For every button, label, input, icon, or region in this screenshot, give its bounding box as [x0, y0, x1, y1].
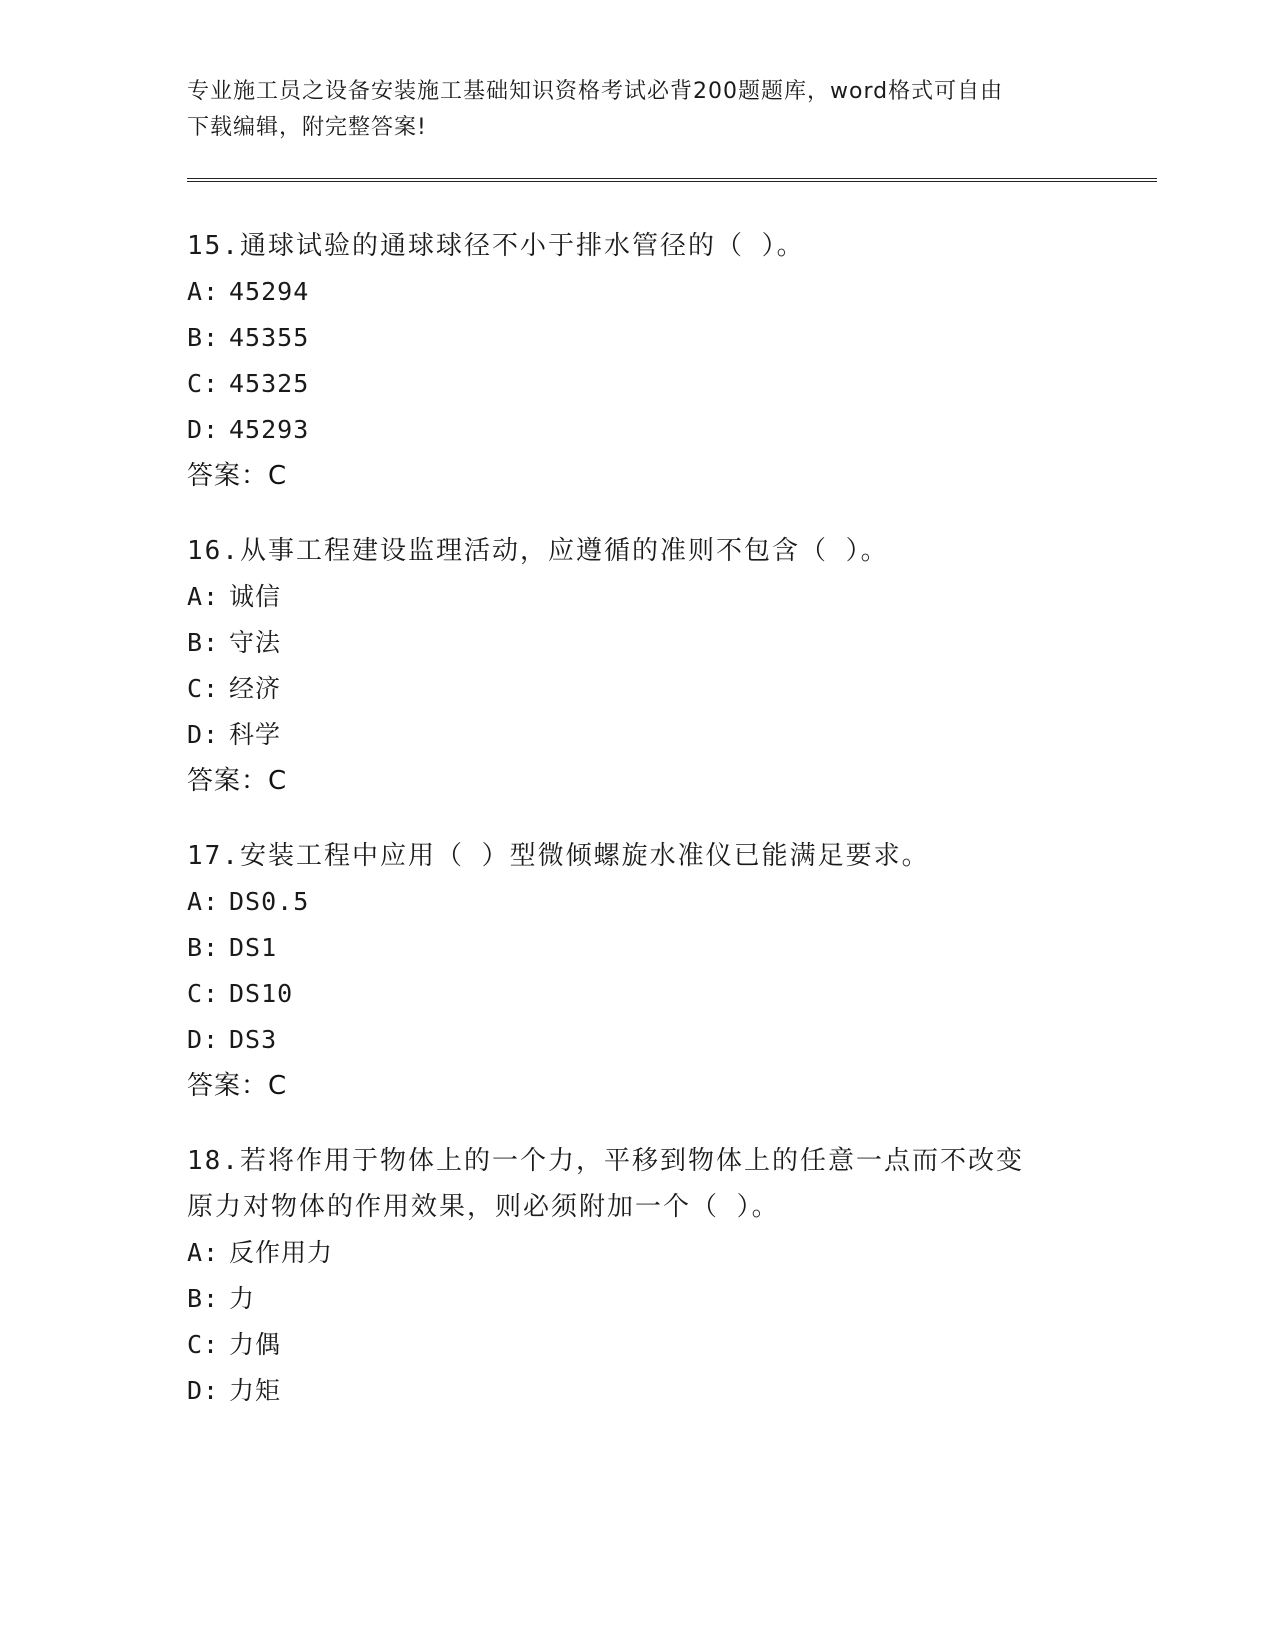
- option-b: [187, 925, 1087, 971]
- option-text: 45293: [229, 415, 310, 444]
- question-18: [187, 1138, 1047, 1414]
- option-text: 经济: [229, 674, 282, 703]
- option-c: [187, 971, 1087, 1017]
- option-text: 力偶: [229, 1330, 282, 1359]
- question-stem: 18.若将作用于物体上的一个力，平移到物体上的任意一点而不改变原力对物体的作用效果，则必须附加一个（ ）。: [187, 1146, 1024, 1222]
- option-key: D:: [187, 720, 220, 749]
- option-text: 45325: [229, 369, 310, 398]
- answer-line: 答案：C: [187, 1071, 288, 1101]
- question-15: [187, 223, 1087, 499]
- option-a: [187, 1230, 1047, 1276]
- option-key: C:: [187, 674, 220, 703]
- option-key: B:: [187, 628, 220, 657]
- option-text: DS3: [229, 1025, 278, 1054]
- option-c: [187, 1322, 1047, 1368]
- option-key: B:: [187, 323, 220, 352]
- option-key: B:: [187, 933, 220, 962]
- header-line-2: 下载编辑，附完整答案!: [187, 115, 427, 140]
- header-divider: [187, 178, 1157, 182]
- option-key: A:: [187, 1238, 220, 1267]
- option-key: C:: [187, 979, 220, 1008]
- option-key: A:: [187, 277, 220, 306]
- document-header: [187, 74, 1087, 146]
- option-text: DS10: [229, 979, 294, 1008]
- question-17: [187, 833, 1087, 1109]
- option-text: 45294: [229, 277, 310, 306]
- option-a: [187, 574, 1087, 620]
- option-a: [187, 269, 1087, 315]
- option-c: [187, 666, 1087, 712]
- option-text: 45355: [229, 323, 310, 352]
- option-d: [187, 1368, 1047, 1414]
- option-a: [187, 879, 1087, 925]
- question-16: [187, 528, 1087, 804]
- option-key: D:: [187, 1376, 220, 1405]
- question-stem: 17.安装工程中应用（ ）型微倾螺旋水准仪已能满足要求。: [187, 841, 930, 871]
- option-key: A:: [187, 582, 220, 611]
- question-stem: 15.通球试验的通球球径不小于排水管径的（ ）。: [187, 231, 805, 261]
- option-key: D:: [187, 415, 220, 444]
- answer-line: 答案：C: [187, 461, 288, 491]
- option-text: 反作用力: [229, 1238, 334, 1267]
- option-c: [187, 361, 1087, 407]
- option-b: [187, 1276, 1047, 1322]
- header-line-1: 专业施工员之设备安装施工基础知识资格考试必背200题题库，word格式可自由: [187, 79, 1004, 104]
- option-text: 守法: [229, 628, 282, 657]
- option-text: 诚信: [229, 582, 282, 611]
- option-text: 科学: [229, 720, 282, 749]
- option-text: DS1: [229, 933, 278, 962]
- question-stem: 16.从事工程建设监理活动，应遵循的准则不包含（ ）。: [187, 536, 889, 566]
- option-key: C:: [187, 1330, 220, 1359]
- option-b: [187, 620, 1087, 666]
- option-d: [187, 407, 1087, 453]
- option-key: A:: [187, 887, 220, 916]
- document-page: [187, 0, 1157, 1650]
- option-d: [187, 712, 1087, 758]
- option-key: B:: [187, 1284, 220, 1313]
- option-text: DS0.5: [229, 887, 310, 916]
- option-d: [187, 1017, 1087, 1063]
- option-key: C:: [187, 369, 220, 398]
- option-b: [187, 315, 1087, 361]
- option-text: 力: [229, 1284, 256, 1313]
- option-text: 力矩: [229, 1376, 282, 1405]
- answer-line: 答案：C: [187, 766, 288, 796]
- option-key: D:: [187, 1025, 220, 1054]
